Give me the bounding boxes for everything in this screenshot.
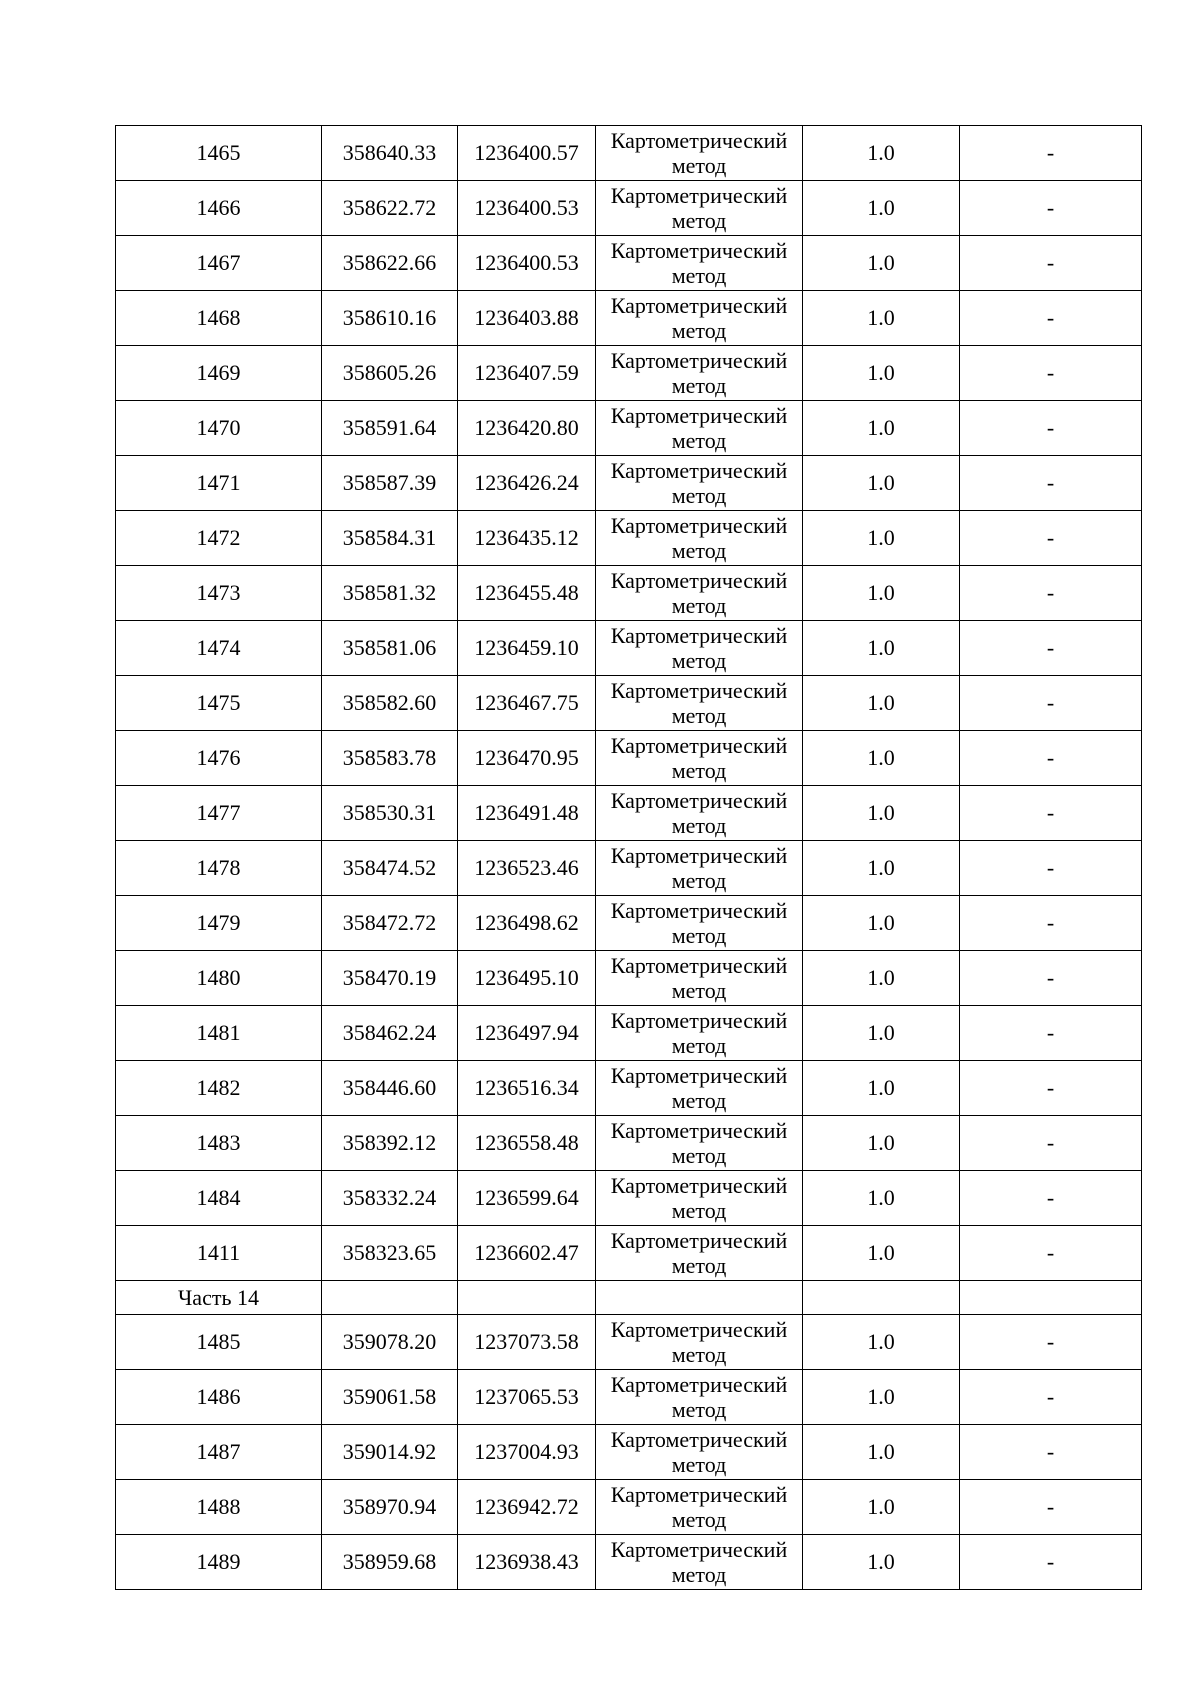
method-cell [596,291,803,346]
accuracy-cell: 1.0 [803,181,960,236]
accuracy-cell: 1.0 [803,1315,960,1370]
accuracy-cell: 1.0 [803,1171,960,1226]
accuracy-cell: 1.0 [803,676,960,731]
x-coordinate-cell: 358470.19 [322,951,458,1006]
x-coordinate-cell: 358610.16 [322,291,458,346]
x-coordinate-cell: 359014.92 [322,1425,458,1480]
point-id-cell: 1482 [116,1061,322,1116]
method-line-2: метод [671,1397,727,1422]
section-row [116,1281,1142,1315]
x-coordinate-cell: 358622.72 [322,181,458,236]
table-row [116,1315,1142,1370]
y-coordinate-cell: 1236407.59 [458,346,596,401]
point-id-cell: 1471 [116,456,322,511]
method-cell [596,951,803,1006]
method-line-2: метод [671,1253,727,1278]
table-row [116,951,1142,1006]
note-cell: - [960,291,1142,346]
accuracy-cell: 1.0 [803,566,960,621]
method-line-2: метод [671,318,727,343]
y-coordinate-cell: 1236516.34 [458,1061,596,1116]
table-row [116,1480,1142,1535]
x-coordinate-cell: 358583.78 [322,731,458,786]
note-cell: - [960,676,1142,731]
table-row [116,676,1142,731]
accuracy-cell: 1.0 [803,1116,960,1171]
method-cell [596,1370,803,1425]
method-cell [596,1535,803,1590]
point-id-cell: 1469 [116,346,322,401]
x-coordinate-cell: 358323.65 [322,1226,458,1281]
method-line-1: Картометрический [610,953,788,978]
x-coordinate-cell: 358582.60 [322,676,458,731]
table-row [116,1535,1142,1590]
method-line-2: метод [671,1088,727,1113]
accuracy-cell: 1.0 [803,1226,960,1281]
method-cell [596,1006,803,1061]
accuracy-cell: 1.0 [803,1535,960,1590]
section-label: Часть 14 [116,1281,322,1315]
table-row [116,1425,1142,1480]
accuracy-cell: 1.0 [803,1006,960,1061]
y-coordinate-cell: 1236426.24 [458,456,596,511]
table-row [116,1116,1142,1171]
table-row [116,566,1142,621]
method-cell [596,181,803,236]
method-line-2: метод [671,813,727,838]
method-line-2: метод [671,1198,727,1223]
table-row [116,731,1142,786]
method-line-2: метод [671,208,727,233]
method-line-1: Картометрический [610,1063,788,1088]
note-cell: - [960,1480,1142,1535]
note-cell: - [960,346,1142,401]
note-cell: - [960,896,1142,951]
note-cell: - [960,456,1142,511]
accuracy-cell: 1.0 [803,1061,960,1116]
method-line-1: Картометрический [610,1008,788,1033]
method-line-2: метод [671,428,727,453]
method-line-1: Картометрический [610,183,788,208]
method-line-1: Картометрический [610,1537,788,1562]
table-row [116,511,1142,566]
y-coordinate-cell: 1236455.48 [458,566,596,621]
method-line-1: Картометрический [610,1372,788,1397]
empty-cell [458,1281,596,1315]
accuracy-cell: 1.0 [803,731,960,786]
method-line-1: Картометрический [610,678,788,703]
x-coordinate-cell: 359061.58 [322,1370,458,1425]
table-row [116,786,1142,841]
y-coordinate-cell: 1236400.57 [458,126,596,181]
x-coordinate-cell: 358392.12 [322,1116,458,1171]
table-row [116,236,1142,291]
accuracy-cell: 1.0 [803,401,960,456]
note-cell: - [960,731,1142,786]
note-cell: - [960,1171,1142,1226]
table-row [116,896,1142,951]
table-row [116,1171,1142,1226]
method-cell [596,676,803,731]
method-line-1: Картометрический [610,513,788,538]
note-cell: - [960,951,1142,1006]
empty-cell [960,1281,1142,1315]
y-coordinate-cell: 1236403.88 [458,291,596,346]
note-cell: - [960,1226,1142,1281]
x-coordinate-cell: 358472.72 [322,896,458,951]
point-id-cell: 1465 [116,126,322,181]
method-line-1: Картометрический [610,898,788,923]
point-id-cell: 1488 [116,1480,322,1535]
table-row [116,1006,1142,1061]
method-cell [596,346,803,401]
method-cell [596,1061,803,1116]
table-row [116,621,1142,676]
method-line-2: метод [671,923,727,948]
x-coordinate-cell: 358622.66 [322,236,458,291]
point-id-cell: 1468 [116,291,322,346]
accuracy-cell: 1.0 [803,456,960,511]
method-line-1: Картометрический [610,128,788,153]
method-cell [596,566,803,621]
y-coordinate-cell: 1236435.12 [458,511,596,566]
x-coordinate-cell: 358332.24 [322,1171,458,1226]
method-line-1: Картометрический [610,1173,788,1198]
note-cell: - [960,841,1142,896]
x-coordinate-cell: 358462.24 [322,1006,458,1061]
method-line-2: метод [671,703,727,728]
accuracy-cell: 1.0 [803,236,960,291]
note-cell: - [960,621,1142,676]
y-coordinate-cell: 1236467.75 [458,676,596,731]
y-coordinate-cell: 1237073.58 [458,1315,596,1370]
y-coordinate-cell: 1236599.64 [458,1171,596,1226]
method-line-2: метод [671,1562,727,1587]
coordinates-table-body [116,126,1142,1590]
empty-cell [322,1281,458,1315]
table-row [116,456,1142,511]
x-coordinate-cell: 359078.20 [322,1315,458,1370]
accuracy-cell: 1.0 [803,511,960,566]
method-cell [596,456,803,511]
x-coordinate-cell: 358591.64 [322,401,458,456]
method-cell [596,786,803,841]
note-cell: - [960,511,1142,566]
method-cell [596,1226,803,1281]
method-line-1: Картометрический [610,1427,788,1452]
method-line-1: Картометрический [610,1118,788,1143]
method-line-2: метод [671,1452,727,1477]
point-id-cell: 1480 [116,951,322,1006]
x-coordinate-cell: 358605.26 [322,346,458,401]
x-coordinate-cell: 358581.32 [322,566,458,621]
note-cell: - [960,181,1142,236]
note-cell: - [960,1370,1142,1425]
x-coordinate-cell: 358640.33 [322,126,458,181]
point-id-cell: 1485 [116,1315,322,1370]
x-coordinate-cell: 358970.94 [322,1480,458,1535]
method-cell [596,1116,803,1171]
y-coordinate-cell: 1236400.53 [458,181,596,236]
table-row [116,401,1142,456]
method-line-1: Картометрический [610,458,788,483]
table-row [116,1226,1142,1281]
point-id-cell: 1486 [116,1370,322,1425]
method-line-2: метод [671,978,727,1003]
x-coordinate-cell: 358446.60 [322,1061,458,1116]
method-line-1: Картометрический [610,238,788,263]
note-cell: - [960,1535,1142,1590]
point-id-cell: 1481 [116,1006,322,1061]
method-line-1: Картометрический [610,568,788,593]
method-line-1: Картометрический [610,1228,788,1253]
table-row [116,181,1142,236]
method-line-1: Картометрический [610,788,788,813]
point-id-cell: 1470 [116,401,322,456]
method-line-1: Картометрический [610,293,788,318]
note-cell: - [960,126,1142,181]
x-coordinate-cell: 358584.31 [322,511,458,566]
method-line-2: метод [671,593,727,618]
table-row [116,126,1142,181]
accuracy-cell: 1.0 [803,896,960,951]
x-coordinate-cell: 358587.39 [322,456,458,511]
y-coordinate-cell: 1236400.53 [458,236,596,291]
y-coordinate-cell: 1236938.43 [458,1535,596,1590]
y-coordinate-cell: 1236942.72 [458,1480,596,1535]
method-cell [596,621,803,676]
point-id-cell: 1489 [116,1535,322,1590]
method-line-2: метод [671,153,727,178]
point-id-cell: 1476 [116,731,322,786]
y-coordinate-cell: 1236602.47 [458,1226,596,1281]
table-row [116,291,1142,346]
point-id-cell: 1466 [116,181,322,236]
accuracy-cell: 1.0 [803,1480,960,1535]
point-id-cell: 1467 [116,236,322,291]
method-line-1: Картометрический [610,403,788,428]
table-row [116,346,1142,401]
method-cell [596,236,803,291]
x-coordinate-cell: 358959.68 [322,1535,458,1590]
empty-cell [803,1281,960,1315]
method-cell [596,1425,803,1480]
note-cell: - [960,236,1142,291]
point-id-cell: 1477 [116,786,322,841]
y-coordinate-cell: 1236459.10 [458,621,596,676]
point-id-cell: 1483 [116,1116,322,1171]
method-line-2: метод [671,648,727,673]
coordinates-table [115,125,1142,1590]
y-coordinate-cell: 1237065.53 [458,1370,596,1425]
accuracy-cell: 1.0 [803,1425,960,1480]
y-coordinate-cell: 1236523.46 [458,841,596,896]
y-coordinate-cell: 1236470.95 [458,731,596,786]
point-id-cell: 1473 [116,566,322,621]
note-cell: - [960,1116,1142,1171]
method-line-2: метод [671,373,727,398]
accuracy-cell: 1.0 [803,786,960,841]
point-id-cell: 1475 [116,676,322,731]
table-row [116,1061,1142,1116]
method-cell [596,511,803,566]
note-cell: - [960,786,1142,841]
method-cell [596,1315,803,1370]
method-cell [596,1480,803,1535]
method-line-2: метод [671,1033,727,1058]
point-id-cell: 1487 [116,1425,322,1480]
method-line-2: метод [671,483,727,508]
method-cell [596,401,803,456]
point-id-cell: 1474 [116,621,322,676]
y-coordinate-cell: 1236497.94 [458,1006,596,1061]
note-cell: - [960,1006,1142,1061]
point-id-cell: 1411 [116,1226,322,1281]
method-line-1: Картометрический [610,733,788,758]
method-cell [596,731,803,786]
method-line-2: метод [671,263,727,288]
note-cell: - [960,1425,1142,1480]
y-coordinate-cell: 1236495.10 [458,951,596,1006]
method-line-2: метод [671,868,727,893]
method-line-2: метод [671,758,727,783]
note-cell: - [960,1061,1142,1116]
method-cell [596,1171,803,1226]
method-line-2: метод [671,1507,727,1532]
accuracy-cell: 1.0 [803,841,960,896]
method-cell [596,126,803,181]
point-id-cell: 1484 [116,1171,322,1226]
x-coordinate-cell: 358474.52 [322,841,458,896]
method-line-2: метод [671,538,727,563]
y-coordinate-cell: 1236498.62 [458,896,596,951]
accuracy-cell: 1.0 [803,1370,960,1425]
method-cell [596,896,803,951]
accuracy-cell: 1.0 [803,346,960,401]
accuracy-cell: 1.0 [803,291,960,346]
y-coordinate-cell: 1236420.80 [458,401,596,456]
method-cell [596,841,803,896]
point-id-cell: 1478 [116,841,322,896]
method-line-1: Картометрический [610,1482,788,1507]
y-coordinate-cell: 1237004.93 [458,1425,596,1480]
table-row [116,841,1142,896]
method-line-1: Картометрический [610,1317,788,1342]
accuracy-cell: 1.0 [803,951,960,1006]
note-cell: - [960,1315,1142,1370]
accuracy-cell: 1.0 [803,126,960,181]
method-line-1: Картометрический [610,348,788,373]
y-coordinate-cell: 1236491.48 [458,786,596,841]
method-line-1: Картометрический [610,843,788,868]
note-cell: - [960,566,1142,621]
point-id-cell: 1479 [116,896,322,951]
x-coordinate-cell: 358581.06 [322,621,458,676]
method-line-2: метод [671,1342,727,1367]
y-coordinate-cell: 1236558.48 [458,1116,596,1171]
table-row [116,1370,1142,1425]
point-id-cell: 1472 [116,511,322,566]
method-line-2: метод [671,1143,727,1168]
note-cell: - [960,401,1142,456]
method-line-1: Картометрический [610,623,788,648]
empty-cell [596,1281,803,1315]
accuracy-cell: 1.0 [803,621,960,676]
x-coordinate-cell: 358530.31 [322,786,458,841]
